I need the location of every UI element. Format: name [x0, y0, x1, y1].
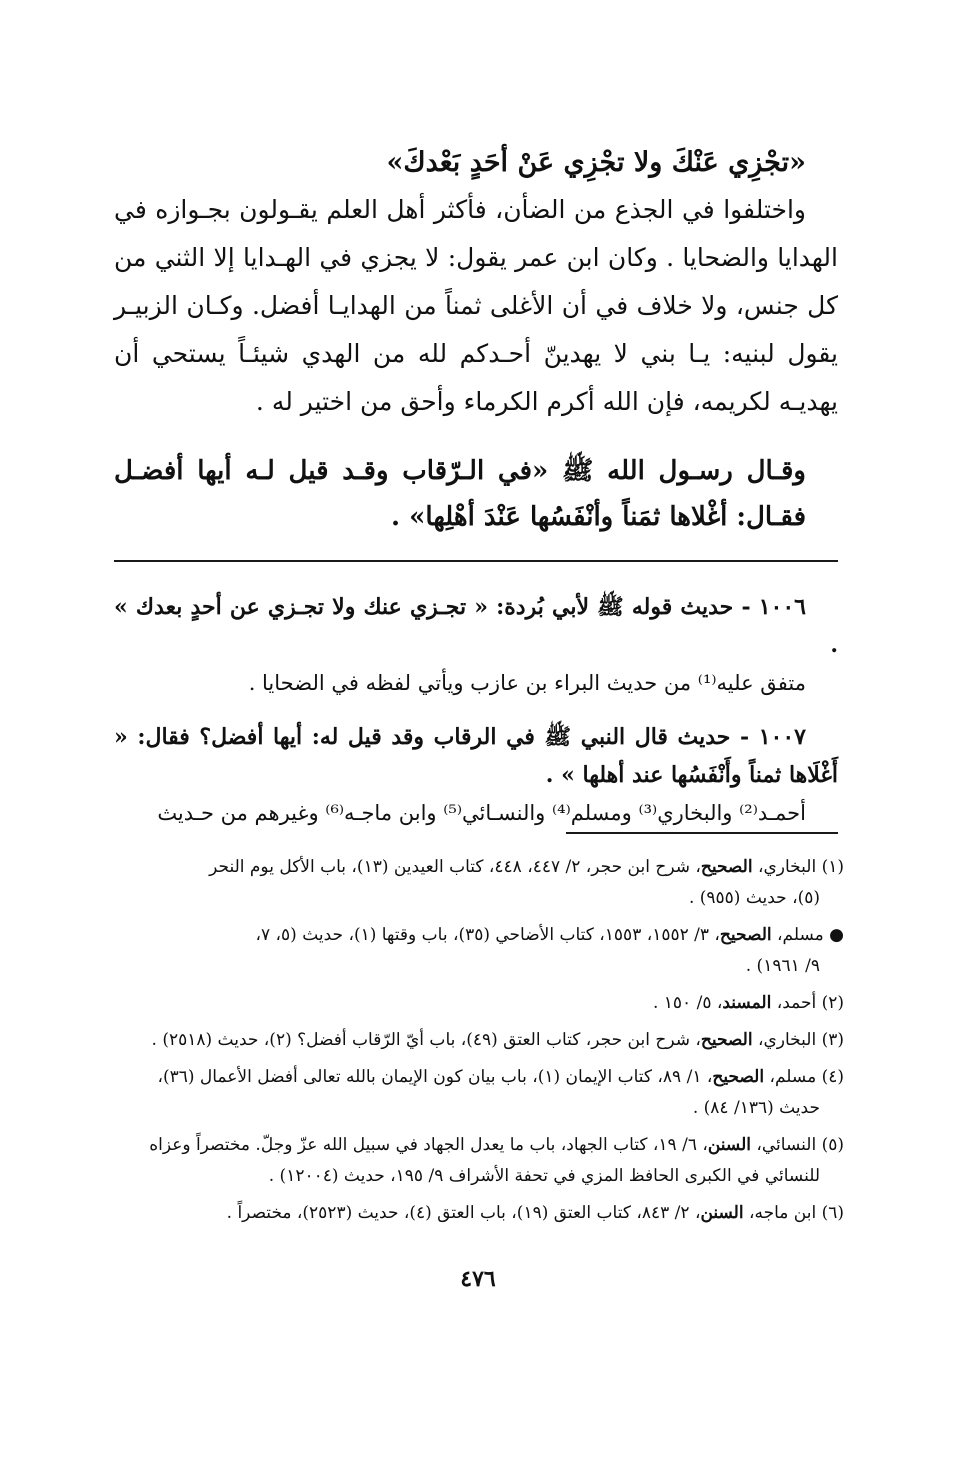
takhrij-section — [114, 588, 838, 848]
commentary-rest: الهدايا والضحايا . وكان ابن عمر يقول: لا يجزي في الهـدايا إلا الثني من كل جنس، ولا خلاف في أن الأغلى ثمناً من الهدايـا أفضل. وكـان الزبيـر يقول لبنيه: يـا بني لا يهدينّ أحـدكم لله من الهدي شيئـاً يستحي أن يهديـه لكريمه، فإن الله أكرم الكرماء وأحق من اختير له . — [114, 243, 838, 416]
page-number: ٤٧٦ — [460, 1266, 496, 1292]
footnote-continuation: للنسائي في الكبرى الحافظ المزي في تحفة الأشراف ٩/ ١٩٥، حديث (١٢٠٠٤) . — [268, 1166, 820, 1186]
footnote-source-title: السنن — [700, 1203, 744, 1223]
takhrij-number: ١٠٠٧ — [758, 724, 806, 750]
commentary-first-line: واختلفوا في الجذع من الضأن، فأكثر أهل العلم يقـولون بجـوازه في — [114, 195, 806, 224]
footnote-1 — [114, 852, 844, 914]
takhrij-entry — [114, 588, 838, 702]
footnote-source-title: الصحيح — [700, 857, 753, 877]
footnote-1b — [114, 920, 844, 982]
footnote-source-title: الصحيح — [719, 925, 772, 945]
footnote-2 — [114, 988, 844, 1019]
footnote-6 — [114, 1198, 844, 1229]
footnote-text: ، شرح ابن حجر، كتاب العتق (٤٩)، باب أيّ الرّقاب أفضل؟ (٢)، حديث (٢٥١٨) . — [151, 1030, 701, 1050]
footnote-prefix: (٤) مسلم، — [764, 1067, 844, 1087]
footnote-source-title: الصحيح — [712, 1067, 765, 1087]
footnote-prefix: (٥) النسائي، — [751, 1135, 844, 1155]
footnote-continuation: (٥)، حديث (٩٥٥) . — [688, 888, 820, 908]
footnote-5 — [114, 1130, 844, 1192]
commentary-paragraph — [114, 186, 838, 426]
footnote-text: ، ٦/ ١٩، كتاب الجهاد، باب ما يعدل الجهاد في سبيل الله عزّ وجلّ. مختصراً وعزاه — [149, 1135, 708, 1155]
footnote-prefix: (١) البخاري، — [752, 857, 844, 877]
hadith-quote-line: «تجْزِي عَنْكَ ولا تجْزِي عَنْ أحَدٍ بَعْدكَ» — [386, 147, 806, 178]
footnote-prefix: (٢) أحمد، — [771, 993, 844, 1013]
footnote-text: ، ٢/ ٨٤٣، كتاب العتق (١٩)، باب العتق (٤)، حديث (٢٥٢٣)، مختصراً . — [226, 1203, 701, 1223]
footnote-prefix: (٦) ابن ماجه، — [743, 1203, 844, 1223]
footnote-text: ، ٥/ ١٥٠ . — [652, 993, 723, 1013]
footnote-divider — [566, 832, 838, 834]
footnote-text: ، شرح ابن حجر، ٢/ ٤٤٧، ٤٤٨، كتاب العيدين (١٣)، باب الأكل يوم النحر — [209, 857, 701, 877]
footnote-prefix: (٣) البخاري، — [752, 1030, 844, 1050]
takhrij-number: ١٠٠٦ — [758, 594, 806, 620]
takhrij-body: أحمـد⁽²⁾ والبخاري⁽³⁾ ومسلم⁽⁴⁾ والنسـائي⁽⁵⁾ وابن ماجـه⁽⁶⁾ وغيرهم من حـديث — [157, 801, 806, 825]
takhrij-heading — [114, 718, 838, 794]
takhrij-heading — [114, 588, 838, 664]
footnote-continuation: ٩/ ١٩٦١) . — [745, 956, 820, 976]
footnote-source-title: المسند — [722, 993, 772, 1013]
main-divider — [114, 560, 838, 562]
footnotes — [114, 852, 844, 1235]
footnote-continuation: حديث (١٣٦/ ٨٤) . — [692, 1098, 820, 1118]
takhrij-title: - حديث قوله ﷺ لأبي بُردة: « تجـزي عنك ولا تجـزي عن أحدٍ بعدك » . — [114, 594, 838, 658]
main-text — [114, 140, 838, 540]
hadith-paragraph: وقـال رسـول الله ﷺ «في الـرّقاب وقـد قيل لـه أيها أفضـل فقـال: أغْلاها ثمَناً وأنْفَسُها عَنْدَ أهْلِها» . — [114, 456, 806, 532]
takhrij-title: - حديث قال النبي ﷺ في الرقاب وقد قيل له: أيها أفضل؟ فقال: « أَغْلَاها ثمناً وأَنْفَسُها عند أهلها » . — [114, 724, 838, 788]
footnote-3 — [114, 1025, 844, 1056]
takhrij-body: متفق عليه⁽¹⁾ من حديث البراء بن عازب ويأتي لفظه في الضحايا . — [248, 671, 806, 695]
footnote-source-title: السنن — [707, 1135, 751, 1155]
footnote-source-title: الصحيح — [700, 1030, 753, 1050]
takhrij-entry — [114, 718, 838, 832]
footnote-prefix: ● مسلم، — [771, 925, 844, 945]
footnote-text: ، ٣/ ١٥٥٢، ١٥٥٣، كتاب الأضاحي (٣٥)، باب وقتها (١)، حديث (٥، ٧، — [255, 925, 720, 945]
footnote-text: ، ١/ ٨٩، كتاب الإيمان (١)، باب بيان كون الإيمان بالله تعالى أفضل الأعمال (٣٦)، — [157, 1067, 713, 1087]
footnote-4 — [114, 1062, 844, 1124]
